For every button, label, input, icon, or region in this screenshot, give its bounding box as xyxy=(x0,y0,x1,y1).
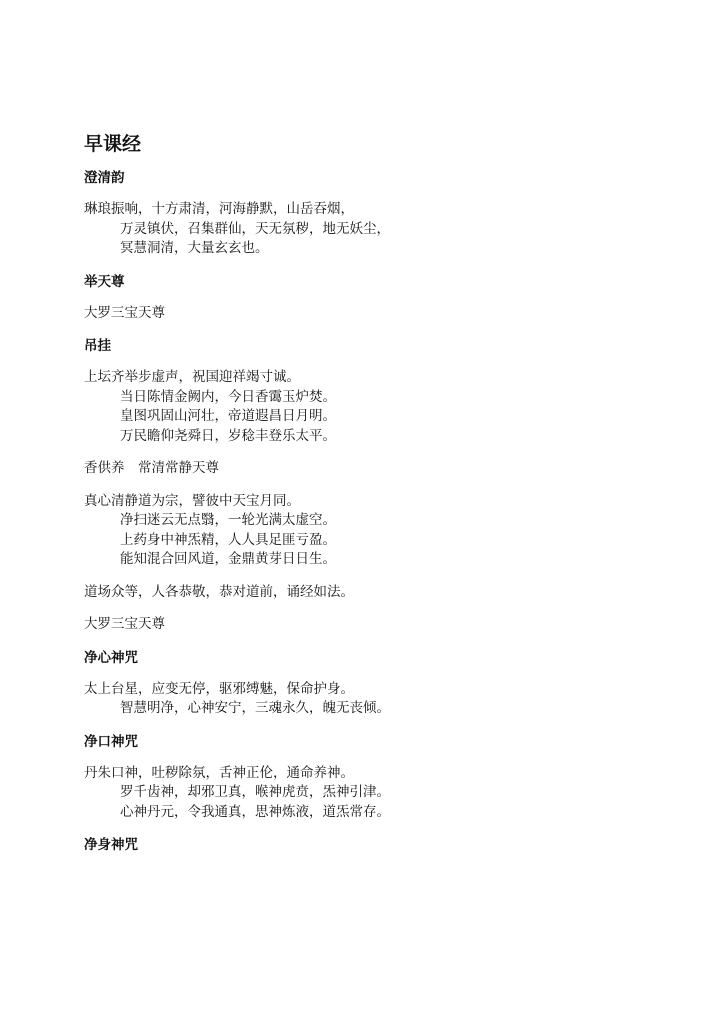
scripture-line: 道场众等，人各恭敬，恭对道前，诵经如法。 xyxy=(84,583,354,600)
scripture-paragraph xyxy=(84,583,684,603)
scripture-line: 净扫迷云无点翳，一轮光满太虚空。 xyxy=(120,512,336,528)
scripture-line: 当日陈情金阙内，今日香霭玉炉焚。 xyxy=(120,388,336,405)
scripture-line: 上坛齐举步虚声，祝国迎祥竭寸诚。 xyxy=(84,369,300,385)
scripture-paragraph xyxy=(84,615,684,635)
scripture-line: 智慧明净，心神安宁，三魂永久，魄无丧倾。 xyxy=(120,700,390,716)
scripture-paragraph xyxy=(84,368,684,446)
section-heading: 净心神咒 xyxy=(84,649,138,666)
section-heading: 净口神咒 xyxy=(84,733,138,750)
scripture-line: 上药身中神炁精，人人具足匪亏盈。 xyxy=(120,531,336,548)
scripture-line: 琳琅振响，十方肃清，河海静默，山岳吞烟， xyxy=(84,201,354,217)
section-heading: 吊挂 xyxy=(84,338,111,354)
scripture-line: 冥慧洞清，大量玄玄也。 xyxy=(120,240,269,256)
scripture-paragraph xyxy=(84,200,684,259)
scripture-paragraph xyxy=(84,304,684,324)
scripture-line: 香供养 常清常静天尊 xyxy=(84,460,219,476)
scripture-paragraph xyxy=(84,459,684,479)
scripture-line: 能知混合回风道，金鼎黄芽日日生。 xyxy=(120,551,336,567)
document-body xyxy=(84,168,684,855)
scripture-line: 丹朱口神，吐秽除氛，舌神正伦，通命养神。 xyxy=(84,764,354,781)
document-title: 早课经 xyxy=(84,133,142,155)
section-heading: 澄清韵 xyxy=(84,170,125,186)
section-heading: 举天尊 xyxy=(84,273,125,290)
scripture-line: 心神丹元，令我通真，思神炼液，道炁常存。 xyxy=(120,803,390,820)
scripture-line: 大罗三宝天尊 xyxy=(84,616,165,632)
scripture-paragraph xyxy=(84,680,684,719)
scripture-line: 大罗三宝天尊 xyxy=(84,304,165,321)
scripture-line: 真心清静道为宗，譬彼中天宝月同。 xyxy=(84,492,300,509)
scripture-line: 皇图巩固山河壮，帝道遐昌日月明。 xyxy=(120,408,336,424)
scripture-line: 罗千齿神，却邪卫真，喉神虎贲，炁神引津。 xyxy=(120,784,390,800)
scripture-paragraph xyxy=(84,492,684,570)
scripture-line: 万灵镇伏，召集群仙，天无氛秽，地无妖尘， xyxy=(120,220,390,237)
document-page xyxy=(84,130,684,867)
section-heading: 净身神咒 xyxy=(84,837,138,853)
scripture-paragraph xyxy=(84,764,684,823)
scripture-line: 太上台星，应变无停，驱邪缚魅，保命护身。 xyxy=(84,680,354,697)
scripture-line: 万民瞻仰尧舜日，岁稔丰登乐太平。 xyxy=(120,427,336,444)
